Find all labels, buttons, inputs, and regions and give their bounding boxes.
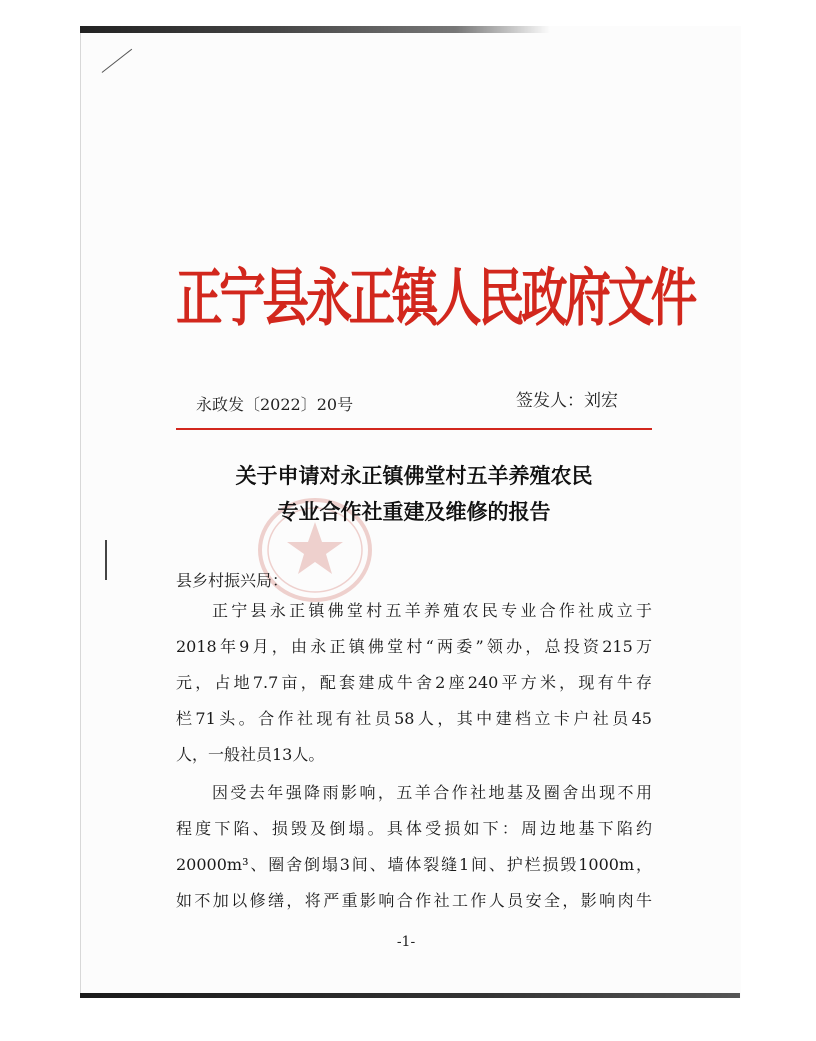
binding-mark (105, 540, 107, 580)
subject-line-1: 关于申请对永正镇佛堂村五羊养殖农民 (235, 463, 593, 488)
salutation: 县乡村振兴局： (176, 571, 289, 590)
paragraph-2-line-4: 如不加以修缮，将严重影响合作社工作人员安全，影响肉牛 (176, 891, 652, 910)
scan-edge-top (80, 26, 550, 33)
paragraph-2-line-3: 20000m³、圈舍倒塌3间、墙体裂缝1间、护栏损毁1000m， (176, 855, 652, 874)
scan-edge-bottom (80, 993, 740, 998)
paragraph-1-line-3: 元，占地7.7亩，配套建成牛舍2座240平方米，现有牛存 (176, 673, 652, 692)
page-number: -1- (396, 934, 416, 950)
paragraph-1-line-1: 正宁县永正镇佛堂村五羊养殖农民专业合作社成立于 (212, 601, 652, 620)
paragraph-2-line-1: 因受去年强降雨影响，五羊合作社地基及圈舍出现不用 (212, 783, 652, 802)
document-number: 永政发〔2022〕20号 (196, 395, 354, 414)
document-subject (176, 458, 652, 530)
paragraph-1-line-4: 栏71头。合作社现有社员58人，其中建档立卡户社员45 (176, 709, 652, 728)
red-divider-rule (176, 428, 652, 430)
paragraph-2-line-2: 程度下陷、损毁及倒塌。具体受损如下：周边地基下陷约 (176, 819, 652, 838)
paragraph-1-line-5: 人，一般社员13人。 (176, 745, 325, 764)
issuer-title: 正宁县永正镇人民政府文件 (176, 261, 694, 335)
paragraph-1-line-2: 2018年9月，由永正镇佛堂村“两委”领办，总投资215万 (176, 637, 652, 656)
signer: 签发人：刘宏 (516, 391, 618, 411)
subject-line-2: 专业合作社重建及维修的报告 (277, 499, 551, 524)
